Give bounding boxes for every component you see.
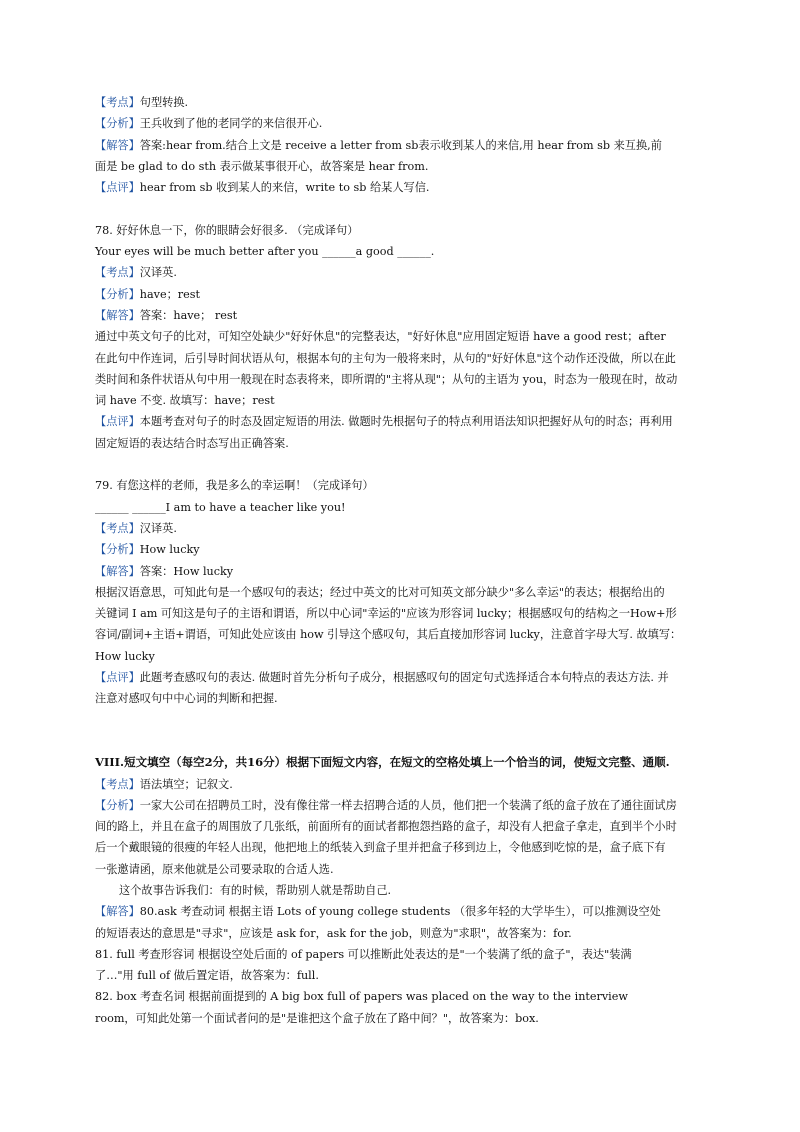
answer-tag: 【分析】 — [95, 543, 140, 557]
line-text: 词 have 不变. 故填写：have；rest — [95, 394, 275, 408]
line-text: 的短语表达的意思是"寻求"，应该是 ask for，ask for the job，则意为"求职"，故答案为：for. — [95, 926, 572, 940]
text-line — [95, 220, 715, 241]
answer-tag: 【考点】 — [95, 521, 140, 535]
line-text: 王兵收到了他的老同学的来信很开心. — [139, 117, 323, 131]
text-line — [95, 92, 715, 113]
line-text: 类时间和条件状语从句中用一般现在时态表将来，即所谓的"主将从现"；从句的主语为 you，时态为一般现在时，故动 — [95, 372, 678, 386]
line-text: 答案：How lucky — [139, 564, 234, 578]
line-text: 一张邀请函，原来他就是公司要录取的合适人选. — [95, 862, 334, 876]
text-line — [95, 518, 715, 539]
line-text: 在此句中作连词，后引导时间状语从句，根据本句的主句为一般将来时，从句的"好好休息"这个动作还没做，所以在此 — [95, 351, 676, 365]
line-text: 本题考查对句子的时态及固定短语的用法. 做题时先根据句子的特点利用语法知识把握好从句的时态；再利用 — [139, 415, 673, 429]
answer-tag: 【考点】 — [95, 777, 140, 791]
answer-tag: 【分析】 — [95, 117, 140, 131]
answer-tag: 【点评】 — [95, 181, 140, 195]
line-text: 79. 有您这样的老师，我是多么的幸运啊！（完成译句） — [95, 479, 374, 493]
text-line — [95, 646, 715, 667]
line-text: 句型转换. — [139, 96, 189, 109]
line-text: 80.ask 考查动词 根据主语 Lots of young college students （很多年轻的大学毕生），可以推测设空处 — [139, 905, 661, 919]
text-line — [95, 582, 715, 603]
text-line — [95, 561, 715, 582]
line-text: 面是 be glad to do sth 表示做某事很开心，故答案是 hear from. — [95, 159, 429, 173]
line-text: 容词/副词+主语+谓语，可知此处应该由 how 引导这个感叹句，其后直接加形容词 lucky，注意首字母大写. 故填写： — [95, 628, 682, 642]
answer-tag: 【考点】 — [95, 96, 140, 109]
line-text: 注意对感叹句中中心词的判断和把握. — [95, 692, 278, 706]
line-text: 78. 好好休息一下，你的眼睛会好很多. （完成译句） — [95, 223, 359, 237]
text-line — [95, 688, 715, 709]
text-line — [95, 411, 715, 432]
text-line — [95, 390, 715, 411]
text-line — [95, 135, 715, 156]
line-text: How lucky — [95, 649, 155, 663]
line-text: 固定短语的表达结合时态写出正确答案. — [95, 436, 289, 450]
line-text: 这个故事告诉我们：有的时候，帮助别人就是帮助自己. — [119, 883, 392, 897]
text-line — [95, 284, 715, 305]
answer-tag: 【解答】 — [95, 564, 140, 578]
line-text: Your eyes will be much better after you ______a good ______. — [95, 245, 435, 259]
line-text: 此题考查感叹句的表达. 做题时首先分析句子成分，根据感叹句的固定句式选择适合本句特点的表达方法. 并 — [139, 671, 669, 685]
blank-line — [95, 710, 715, 731]
text-line — [95, 859, 715, 880]
answer-tag: 【分析】 — [95, 798, 140, 812]
line-text: hear from sb 收到某人的来信，write to sb 给某人写信. — [139, 181, 430, 195]
text-line — [95, 901, 715, 922]
line-text: 答案:hear from.结合上文是 receive a letter from sb表示收到某人的来信,用 hear from sb 来互换,前 — [139, 138, 662, 152]
text-line — [95, 305, 715, 326]
text-line — [95, 880, 715, 901]
text-line — [95, 475, 715, 496]
text-line — [95, 177, 715, 198]
line-text: 82. box 考查名词 根据前面提到的 A big box full of papers was placed on the way to the interview — [95, 990, 628, 1004]
text-line — [95, 816, 715, 837]
text-line — [95, 1008, 715, 1029]
answer-tag: 【解答】 — [95, 308, 140, 322]
answer-tag: 【解答】 — [95, 138, 140, 152]
line-text: 汉译英. — [139, 266, 177, 280]
text-line — [95, 262, 715, 283]
line-text: VIII.短文填空（每空2分，共16分）根据下面短文内容，在短文的空格处填上一个恰当的词，使短文完整、通顺. — [95, 755, 670, 770]
text-line — [95, 923, 715, 944]
section-heading — [95, 752, 715, 773]
text-line — [95, 667, 715, 688]
line-text: 一家大公司在招聘员工时，没有像往常一样去招聘合适的人员，他们把一个装满了纸的盒子放在了通往面试房 — [139, 798, 677, 812]
text-line — [95, 156, 715, 177]
text-line — [95, 113, 715, 134]
text-line — [95, 241, 715, 262]
line-text: 间的路上，并且在盒子的周围放了几张纸，前面所有的面试者都抱怨挡路的盒子，却没有人把盒子拿走，直到半个小时 — [95, 820, 677, 834]
text-line — [95, 965, 715, 986]
document-body — [95, 92, 715, 1029]
text-line — [95, 603, 715, 624]
line-text: 答案：have； rest — [139, 308, 238, 322]
text-line — [95, 624, 715, 645]
line-text: 根据汉语意思，可知此句是一个感叹句的表达；经过中英文的比对可知英文部分缺少"多么幸运"的表达；根据给出的 — [95, 585, 665, 599]
blank-line — [95, 454, 715, 475]
text-line — [95, 326, 715, 347]
text-line — [95, 497, 715, 518]
text-line — [95, 795, 715, 816]
blank-line — [95, 198, 715, 219]
line-text: How lucky — [139, 543, 200, 557]
line-text: 关键词 I am 可知这是句子的主语和谓语，所以中心词"幸运的"应该为形容词 lucky；根据感叹句的结构之一How+形 — [95, 607, 677, 621]
line-text: room，可知此处第一个面试者问的是"是谁把这个盒子放在了路中间？"，故答案为：box. — [95, 1011, 539, 1025]
line-text: ______ ______I am to have a teacher like you! — [95, 500, 346, 514]
line-text: 通过中英文句子的比对，可知空处缺少"好好休息"的完整表达，"好好休息"应用固定短语 have a good rest；after — [95, 330, 666, 344]
text-line — [95, 837, 715, 858]
line-text: 汉译英. — [139, 521, 177, 535]
line-text: 81. full 考查形容词 根据设空处后面的 of papers 可以推断此处表达的是"一个装满了纸的盒子"，表达"装满 — [95, 947, 632, 961]
line-text: 后一个戴眼镜的很瘦的年轻人出现，他把地上的纸装入到盒子里并把盒子移到边上，令他感到吃惊的是，盒子底下有 — [95, 841, 666, 855]
text-line — [95, 539, 715, 560]
answer-tag: 【分析】 — [95, 287, 140, 301]
answer-tag: 【解答】 — [95, 905, 140, 919]
text-line — [95, 774, 715, 795]
text-line — [95, 433, 715, 454]
line-text: 了…"用 full of 做后置定语，故答案为：full. — [95, 969, 319, 983]
answer-tag: 【点评】 — [95, 671, 140, 685]
answer-tag: 【点评】 — [95, 415, 140, 429]
line-text: have；rest — [139, 287, 201, 301]
answer-tag: 【考点】 — [95, 266, 140, 280]
text-line — [95, 348, 715, 369]
text-line — [95, 944, 715, 965]
text-line — [95, 369, 715, 390]
text-line — [95, 986, 715, 1007]
blank-line — [95, 731, 715, 752]
line-text: 语法填空；记叙文. — [139, 777, 233, 791]
